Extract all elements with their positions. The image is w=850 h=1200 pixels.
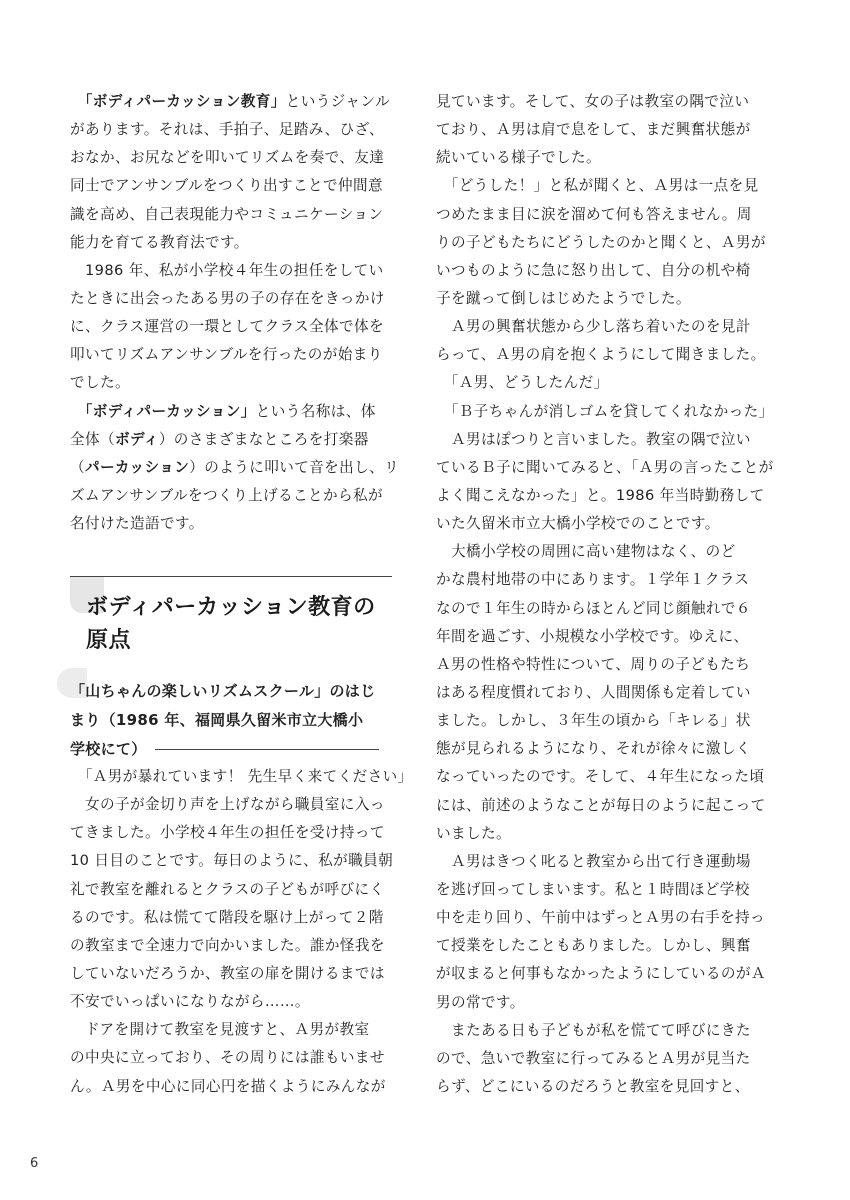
text-line: 見ています。そして、女の子は教室の隅で泣い (436, 93, 750, 110)
text-line: いた久留米市立大橋小学校でのことです。 (436, 515, 720, 533)
text-run: に、クラス運営の一環としてクラス全体で体を (70, 318, 384, 336)
text-run: 1986 年、私が小学校４年生の担任をしてい (70, 261, 384, 279)
text-line: てきました。小学校４年生の担任を受け持って (70, 824, 385, 842)
text-run: 全体（ (70, 430, 115, 448)
text-line: いました。 (436, 824, 511, 842)
text-line: らず、どこにいるのだろうと教室を見回すと、 (436, 1077, 750, 1095)
text-line: ん。Ａ男を中心に同心円を描くようにみんなが (70, 1077, 386, 1095)
text-line (70, 172, 392, 200)
text-line: 子を蹴って倒しはじめたようでした。 (436, 289, 691, 307)
text-line: なので１年生の時からほとんど同じ顔触れで６ (436, 599, 751, 617)
text-line: 「どうした！」と私が聞くと、Ａ男は一点を見 (436, 177, 759, 195)
text-run: でした。 (70, 374, 130, 392)
section-heading-line-1: ボディパーカッション教育の (86, 595, 376, 620)
text-line: またある日も子どもが私を慌てて呼びにきた (436, 1021, 751, 1039)
section-heading (70, 577, 392, 657)
text-line: 「Ａ男が暴れています！ 先生早く来てください」 (70, 768, 413, 785)
text-run: 名付けた造語です。 (70, 515, 204, 533)
text-line: はある程度慣れており、人間関係も定着してい (436, 683, 751, 701)
text-run: ズムアンサンブルをつくり上げることから私が (70, 486, 383, 504)
text-line (70, 257, 392, 285)
text-line: つめたまま目に涙を溜めて何も答えません。周 (436, 205, 752, 223)
text-line: りの子どもたちにどうしたのかと聞くと、Ａ男が (436, 233, 766, 251)
text-line (70, 369, 392, 397)
section-heading-line-2: 原点 (86, 628, 132, 653)
subheading-line-3-text: 学校にて） (70, 740, 147, 758)
text-line: ドアを開けて教室を見渡すと、Ａ男が教室 (70, 1021, 370, 1039)
text-line: 中を走り回り、午前中はずっとＡ男の右手を持っ (436, 909, 765, 927)
text-line: かな農村地帯の中にあります。１学年１クラス (436, 571, 750, 589)
text-line (70, 88, 392, 116)
text-line: 年間を過ごす、小規模な小学校です。ゆえに、 (436, 627, 749, 645)
bold-term: ボディ (114, 430, 159, 448)
subheading-block (70, 677, 392, 764)
text-line: の教室まで全速力で向かいました。誰か怪我を (70, 936, 385, 954)
bold-term: パーカッション (85, 458, 190, 476)
text-line (70, 285, 392, 313)
text-line (70, 510, 392, 538)
text-line (70, 426, 392, 454)
text-line: を逃げ回ってしまいます。私と１時間ほど学校 (436, 880, 750, 898)
text-run: 同士でアンサンブルをつくり出すことで仲間意 (70, 177, 383, 195)
text-line: Ａ男の性格や特性について、周りの子どもたち (436, 655, 751, 673)
text-line: ました。しかし、３年生の頃から「キレる」状 (436, 712, 751, 730)
text-line (70, 144, 392, 172)
text-line (70, 116, 392, 144)
text-run: があります。それは、手拍子、足踏み、ひざ、 (70, 121, 384, 139)
text-run: （ (70, 458, 85, 476)
text-line (70, 229, 392, 257)
text-line: 「Ａ男、どうしたんだ」 (436, 374, 609, 392)
text-line (70, 482, 392, 510)
text-line: 大橋小学校の周囲に高い建物はなく、のど (436, 543, 736, 561)
right-column (436, 88, 774, 1101)
subheading-rule (155, 749, 379, 750)
text-line: らって、Ａ男の肩を抱くようにして聞きました。 (436, 346, 766, 364)
text-run (70, 403, 85, 420)
text-line: よく聞こえなかった」と。1986 年当時勤務して (436, 486, 765, 504)
bold-term: 「ボディパーカッション」 (85, 402, 256, 420)
text-run: 叩いてリズムアンサンブルを行ったのが始まり (70, 346, 383, 364)
text-line: していないだろうか、教室の扉を開けるまでは (70, 964, 385, 982)
text-line: て授業をしたこともありました。しかし、興奮 (436, 937, 751, 955)
text-line: 続いている様子でした。 (436, 149, 601, 167)
text-run: 能力を育てる教育法です。 (70, 233, 249, 251)
text-line (70, 341, 392, 369)
text-run: 識を高め、自己表現能力やコミュニケーション (70, 205, 384, 223)
section-heading-block (70, 576, 392, 657)
left-column-story (70, 763, 413, 1101)
text-line: Ａ男の興奮状態から少し落ち着いたのを見計 (436, 318, 751, 336)
text-line: 男の常です。 (436, 993, 525, 1011)
text-line: が収まると何事もなかったようにしているのがＡ (436, 965, 766, 983)
text-run: という名称は、体 (255, 402, 376, 420)
text-line: の中央に立っており、その周りには誰もいませ (70, 1049, 385, 1067)
text-line: 10 日目のことです。毎日のように、私が職員朝 (70, 852, 394, 870)
text-line: るのです。私は慌てて階段を駆け上がって２階 (70, 908, 384, 926)
text-run: おなか、お尻などを叩いてリズムを奏で、友達 (70, 149, 385, 167)
bold-term: 「ボディパーカッション教育」 (85, 93, 286, 110)
text-line: 態が見られるようになり、それが徐々に激しく (436, 740, 751, 758)
subheading-line-3 (70, 735, 392, 764)
text-run (70, 93, 85, 110)
text-run: というジャンル (285, 93, 391, 110)
text-line: 不安でいっぱいになりながら……。 (70, 993, 310, 1011)
text-line: ので、急いで教室に行ってみるとＡ男が見当た (436, 1049, 751, 1067)
text-line (70, 201, 392, 229)
text-line: には、前述のようなことが毎日のように起こって (436, 796, 766, 814)
text-line: ているＢ子に聞いてみると、「Ａ男の言ったことが (436, 458, 774, 476)
text-line: Ａ男はぽつりと言いました。教室の隅で泣い (436, 430, 751, 448)
text-line (70, 454, 400, 482)
text-line (70, 313, 392, 341)
text-line: ており、Ａ男は肩で息をして、まだ興奮状態が (436, 121, 751, 139)
subheading-line-2: まり（1986 年、福岡県久留米市立大橋小 (70, 711, 364, 729)
text-line: 女の子が金切り声を上げながら職員室に入っ (70, 796, 385, 814)
text-run: たときに出会ったある男の子の存在をきっかけ (70, 289, 385, 307)
text-line: なっていったのです。そして、４年生になった頃 (436, 768, 765, 786)
text-run: ）のさまざまなところを打楽器 (158, 430, 369, 448)
text-line: 「Ｂ子ちゃんが消しゴムを貸してくれなかった」 (436, 402, 774, 420)
left-column-intro (70, 88, 400, 538)
page-number: 6 (30, 1156, 39, 1171)
text-line: いつものように急に怒り出して、自分の机や椅 (436, 261, 751, 279)
text-line (70, 398, 392, 426)
text-line: 礼で教室を離れるとクラスの子どもが呼びにく (70, 880, 385, 898)
subheading-line-1: 「山ちゃんの楽しいリズムスクール」のはじ (70, 682, 376, 700)
text-run: ）のように叩いて音を出し、リ (189, 458, 400, 476)
text-line: Ａ男はきつく叱ると教室から出て行き運動場 (436, 852, 751, 870)
